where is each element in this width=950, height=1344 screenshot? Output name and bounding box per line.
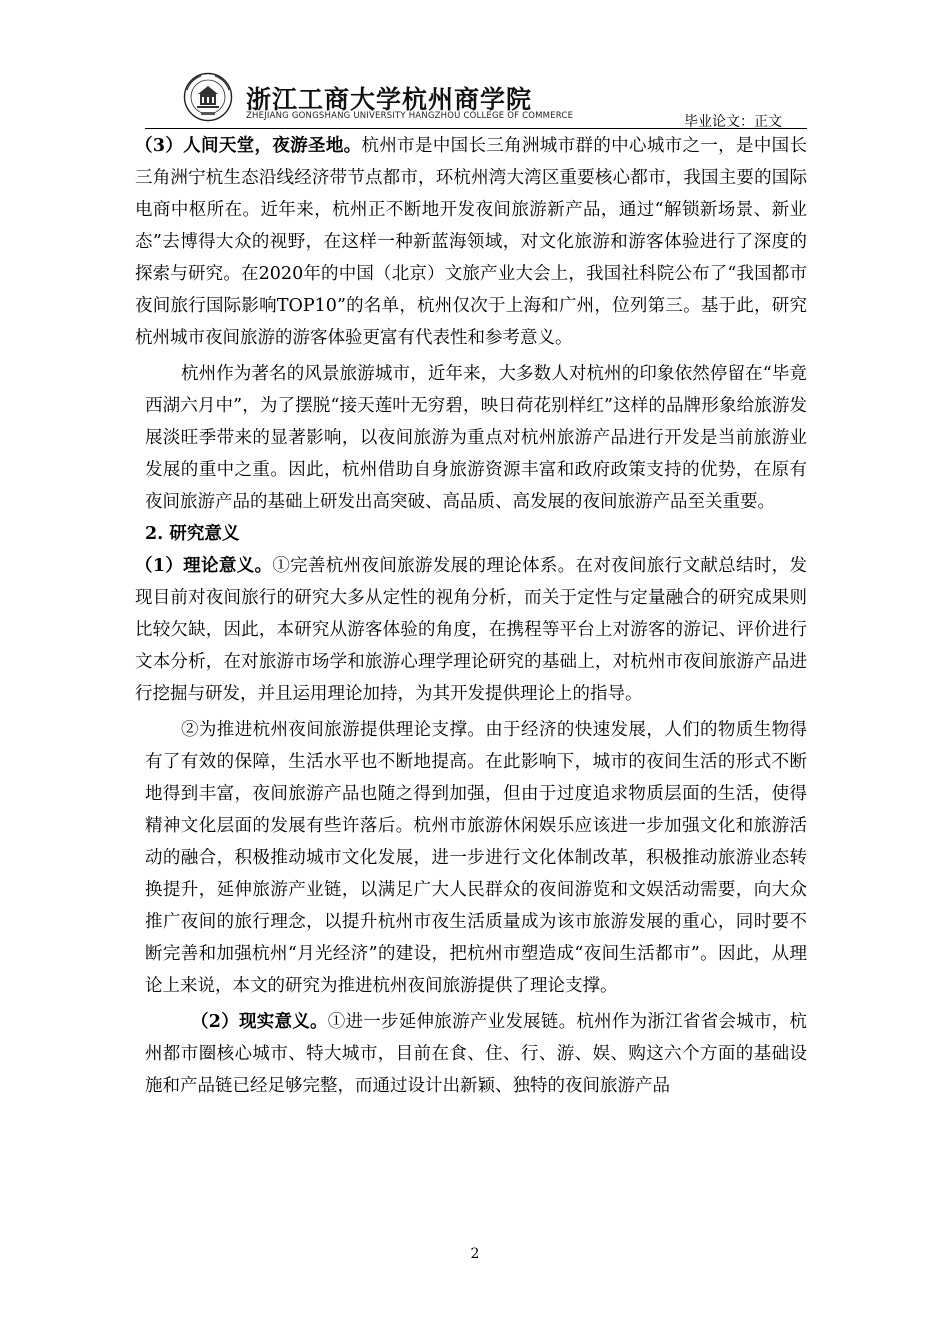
paragraph-lead: （3）人间天堂，夜游圣地。	[135, 136, 362, 156]
header-tag: 毕业论文：正文	[684, 114, 782, 130]
paragraph-theory-significance	[135, 550, 807, 710]
paragraph-lead: （2）现实意义。	[191, 1012, 328, 1032]
paragraph-text: 杭州市是中国长三角洲城市群的中心城市之一，是中国长三角洲宁杭生态沿线经济带节点都市，环杭州湾大湾区重要核心都市，我国主要的国际电商中枢所在。近年来，杭州正不断地开发夜间旅游新产品，通过“解锁新场景、新业态”去博得大众的视野，在这样一种新蓝海领域，对文化旅游和游客体验进行了深度的探索与研究。在2020年的中国（北京）文旅产业大会上，我国社科院公布了“我国都市夜间旅行国际影响TOP10”的名单，杭州仅次于上海和广州，位列第三。基于此，研究杭州城市夜间旅游的游客体验更富有代表性和参考意义。	[135, 136, 808, 348]
paragraph-text: ①进一步延伸旅游产业发展链。杭州作为浙江省省会城市，杭州都市圈核心城市、特大城市，目前在食、住、行、游、娱、购这六个方面的基础设施和产品链已经足够完整，而通过设计出新颖、独特的夜间旅游产品	[145, 1012, 807, 1096]
section-heading: 2. 研究意义	[145, 524, 240, 544]
header-divider	[145, 128, 807, 129]
university-seal-icon	[183, 72, 233, 122]
paragraph-hangzhou-brand: 杭州作为著名的风景旅游城市，近年来，大多数人对杭州的印象依然停留在“毕竟西湖六月中”，为了摆脱“接天莲叶无穷碧，映日荷花别样红”这样的品牌形象给旅游发展淡旺季带来的显著影响，以夜间旅游为重点对杭州旅游产品进行开发是当前旅游业发展的重中之重。因此，杭州借助自身旅游资源丰富和政府政策支持的优势，在原有夜间旅游产品的基础上研发出高突破、高品质、高发展的夜间旅游产品至关重要。	[145, 364, 807, 512]
university-logo-english: ZHEJIANG GONGSHANG UNIVERSITY HANGZHOU COLLEGE OF COMMERCE	[246, 111, 574, 121]
paragraph-practical-significance	[145, 1006, 807, 1102]
paragraph-lead: （1）理论意义。	[135, 556, 273, 576]
paragraph-theory-support: ②为推进杭州夜间旅游提供理论支撑。由于经济的快速发展，人们的物质生物得有了有效的保障，生活水平也不断地提高。在此影响下，城市的夜间生活的形式不断地得到丰富，夜间旅游产品也随之得到加强，但由于过度追求物质层面的生活，使得精神文化层面的发展有些许落后。杭州市旅游休闲娱乐应该进一步加强文化和旅游活动的融合，积极推动城市文化发展，进一步进行文化体制改革，积极推动旅游业态转换提升，延伸旅游产业链，以满足广大人民群众的夜间游览和文娱活动需要，向大众推广夜间的旅行理念，以提升杭州市夜生活质量成为该市旅游发展的重心，同时要不断完善和加强杭州“月光经济”的建设，把杭州市塑造成“夜间生活都市”。因此，从理论上来说，本文的研究为推进杭州夜间旅游提供了理论支撑。	[145, 720, 807, 996]
document-body	[135, 130, 808, 1102]
paragraph-hangzhou-night-tour	[135, 130, 807, 354]
university-logo-chinese: 浙江工商大学杭州商学院	[246, 85, 533, 114]
paragraph-text: ①完善杭州夜间旅游发展的理论体系。在对夜间旅行文献总结时，发现目前对夜间旅行的研究大多从定性的视角分析，而关于定性与定量融合的研究成果则比较欠缺，因此，本研究从游客体验的角度，在携程等平台上对游客的游记、评价进行文本分析，在对旅游市场学和旅游心理学理论研究的基础上，对杭州市夜间旅游产品进行挖掘与研发，并且运用理论加持，为其开发提供理论上的指导。	[135, 556, 807, 704]
page-number: 2	[470, 1246, 480, 1262]
page-header	[0, 0, 950, 130]
